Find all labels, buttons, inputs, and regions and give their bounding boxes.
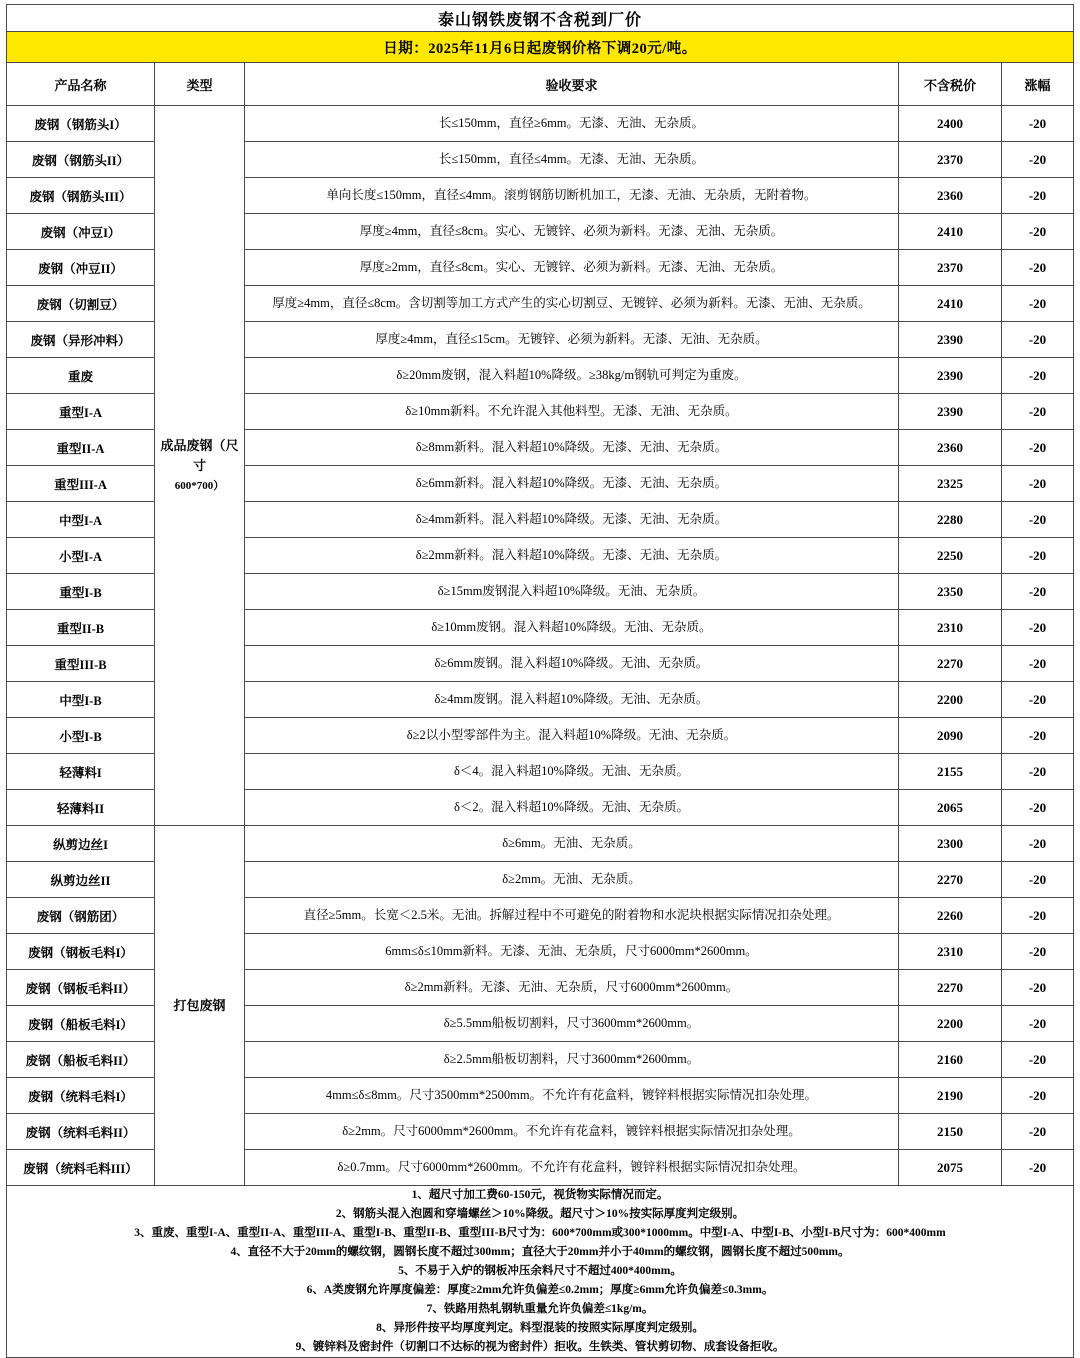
requirement: 单向长度≤150mm，直径≤4mm。滚剪钢筋切断机加工，无漆、无油、无杂质，无附着物。 <box>245 178 899 214</box>
product-name: 废钢（钢板毛料I） <box>7 934 155 970</box>
product-name: 废钢（钢筋团） <box>7 898 155 934</box>
product-name: 废钢（统料毛料I） <box>7 1078 155 1114</box>
table-row <box>7 106 1074 142</box>
change: -20 <box>1001 142 1073 178</box>
price: 2325 <box>898 466 1001 502</box>
change: -20 <box>1001 358 1073 394</box>
requirement: δ≥6mm废钢。混入料超10%降级。无油、无杂质。 <box>245 646 899 682</box>
price: 2390 <box>898 322 1001 358</box>
column-header-type: 类型 <box>155 63 245 106</box>
change: -20 <box>1001 862 1073 898</box>
sheet-title-row <box>7 5 1074 32</box>
change: -20 <box>1001 826 1073 862</box>
change: -20 <box>1001 1114 1073 1150</box>
group-type-cell: 打包废钢 <box>155 826 245 1186</box>
price: 2410 <box>898 214 1001 250</box>
price: 2390 <box>898 394 1001 430</box>
change: -20 <box>1001 286 1073 322</box>
price: 2410 <box>898 286 1001 322</box>
requirement: δ＜4。混入料超10%降级。无油、无杂质。 <box>245 754 899 790</box>
change: -20 <box>1001 214 1073 250</box>
column-header-row <box>7 63 1074 106</box>
change: -20 <box>1001 394 1073 430</box>
date-notice-row <box>7 32 1074 63</box>
product-name: 废钢（统料毛料II） <box>7 1114 155 1150</box>
requirement: 长≤150mm，直径≤4mm。无漆、无油、无杂质。 <box>245 142 899 178</box>
product-name: 重型I-A <box>7 394 155 430</box>
requirement: 4mm≤δ≤8mm。尺寸3500mm*2500mm。不允许有花盒料，镀锌料根据实际情况扣杂处理。 <box>245 1078 899 1114</box>
change: -20 <box>1001 466 1073 502</box>
product-name: 废钢（统料毛料III） <box>7 1150 155 1186</box>
requirement: δ≥2以小型零部件为主。混入料超10%降级。无油、无杂质。 <box>245 718 899 754</box>
change: -20 <box>1001 178 1073 214</box>
price: 2390 <box>898 358 1001 394</box>
product-name: 废钢（船板毛料II） <box>7 1042 155 1078</box>
column-header-name: 产品名称 <box>7 63 155 106</box>
product-name: 废钢（船板毛料I） <box>7 1006 155 1042</box>
product-name: 废钢（冲豆I） <box>7 214 155 250</box>
price: 2360 <box>898 178 1001 214</box>
requirement: 厚度≥4mm，直径≤8cm。含切割等加工方式产生的实心切割豆、无镀锌、必须为新料。无漆、无油、无杂质。 <box>245 286 899 322</box>
product-name: 重型I-B <box>7 574 155 610</box>
price: 2310 <box>898 610 1001 646</box>
change: -20 <box>1001 1042 1073 1078</box>
price: 2200 <box>898 1006 1001 1042</box>
price: 2200 <box>898 682 1001 718</box>
requirement: δ≥8mm新料。混入料超10%降级。无漆、无油、无杂质。 <box>245 430 899 466</box>
product-name: 废钢（钢板毛料II） <box>7 970 155 1006</box>
change: -20 <box>1001 1006 1073 1042</box>
price: 2360 <box>898 430 1001 466</box>
change: -20 <box>1001 502 1073 538</box>
change: -20 <box>1001 898 1073 934</box>
requirement: δ≥2mm新料。混入料超10%降级。无漆、无油、无杂质。 <box>245 538 899 574</box>
change: -20 <box>1001 754 1073 790</box>
price: 2370 <box>898 250 1001 286</box>
change: -20 <box>1001 106 1073 142</box>
requirement: 直径≥5mm。长宽＜2.5米。无油。拆解过程中不可避免的附着物和水泥块根据实际情况扣杂处理。 <box>245 898 899 934</box>
price: 2300 <box>898 826 1001 862</box>
product-name: 废钢（异形冲料） <box>7 322 155 358</box>
requirement: 厚度≥2mm，直径≤8cm。实心、无镀锌、必须为新料。无漆、无油、无杂质。 <box>245 250 899 286</box>
requirement: δ≥2mm。无油、无杂质。 <box>245 862 899 898</box>
change: -20 <box>1001 250 1073 286</box>
group-type-label-2: 600*700） <box>174 480 225 493</box>
column-header-change: 涨幅 <box>1001 63 1073 106</box>
note-item: 5、不易于入炉的钢板冲压余料尺寸不超过400*400mm。 <box>398 1264 682 1277</box>
requirement: δ≥0.7mm。尺寸6000mm*2600mm。不允许有花盒料，镀锌料根据实际情况扣杂处理。 <box>245 1150 899 1186</box>
price-table <box>6 4 1074 1358</box>
product-name: 轻薄料I <box>7 754 155 790</box>
requirement: δ≥10mm新料。不允许混入其他料型。无漆、无油、无杂质。 <box>245 394 899 430</box>
note-item: 4、直径不大于20mm的螺纹钢，圆钢长度不超过300mm；直径大于20mm并小于40mm的螺纹钢，圆钢长度不超过500mm。 <box>230 1245 850 1258</box>
product-name: 废钢（钢筋头III） <box>7 178 155 214</box>
change: -20 <box>1001 970 1073 1006</box>
price: 2090 <box>898 718 1001 754</box>
product-name: 小型I-B <box>7 718 155 754</box>
note-item: 3、重废、重型I-A、重型II-A、重型III-A、重型I-B、重型II-B、重型III-B尺寸为：600*700mm或300*1000mm。中型I-A、中型I-B、小型I-B尺寸为：600*400mm <box>134 1226 946 1239</box>
note-item: 9、镀锌料及密封件（切割口不达标的视为密封件）拒收。生铁类、管状剪切物、成套设备拒收。 <box>295 1340 785 1353</box>
product-name: 轻薄料II <box>7 790 155 826</box>
note-item: 6、A类废钢允许厚度偏差：厚度≥2mm允许负偏差≤0.2mm；厚度≥6mm允许负偏差≤0.3mm。 <box>306 1283 774 1296</box>
change: -20 <box>1001 790 1073 826</box>
change: -20 <box>1001 1078 1073 1114</box>
price: 2250 <box>898 538 1001 574</box>
date-notice: 日期：2025年11月6日起废钢价格下调20元/吨。 <box>7 32 1074 63</box>
note-item: 2、钢筋头混入泡圆和穿墙螺丝＞10%降级。超尺寸＞10%按实际厚度判定级别。 <box>335 1207 745 1220</box>
price: 2160 <box>898 1042 1001 1078</box>
price: 2310 <box>898 934 1001 970</box>
product-name: 重型II-B <box>7 610 155 646</box>
price: 2270 <box>898 646 1001 682</box>
column-header-price: 不含税价 <box>898 63 1001 106</box>
table-row <box>7 826 1074 862</box>
product-name: 废钢（钢筋头II） <box>7 142 155 178</box>
requirement: 厚度≥4mm，直径≤8cm。实心、无镀锌、必须为新料。无漆、无油、无杂质。 <box>245 214 899 250</box>
requirement: 厚度≥4mm，直径≤15cm。无镀锌、必须为新料。无漆、无油、无杂质。 <box>245 322 899 358</box>
price: 2280 <box>898 502 1001 538</box>
note-item: 1、超尺寸加工费60-150元，视货物实际情况而定。 <box>411 1189 669 1201</box>
change: -20 <box>1001 934 1073 970</box>
price: 2190 <box>898 1078 1001 1114</box>
requirement: δ≥4mm废钢。混入料超10%降级。无油、无杂质。 <box>245 682 899 718</box>
product-name: 重废 <box>7 358 155 394</box>
price: 2155 <box>898 754 1001 790</box>
change: -20 <box>1001 682 1073 718</box>
product-name: 小型I-A <box>7 538 155 574</box>
price: 2260 <box>898 898 1001 934</box>
requirement: δ≥15mm废钢混入料超10%降级。无油、无杂质。 <box>245 574 899 610</box>
product-name: 废钢（切割豆） <box>7 286 155 322</box>
change: -20 <box>1001 646 1073 682</box>
change: -20 <box>1001 430 1073 466</box>
change: -20 <box>1001 322 1073 358</box>
product-name: 重型II-A <box>7 430 155 466</box>
notes-row <box>7 1186 1074 1358</box>
price: 2370 <box>898 142 1001 178</box>
requirement: δ＜2。混入料超10%降级。无油、无杂质。 <box>245 790 899 826</box>
product-name: 重型III-A <box>7 466 155 502</box>
product-name: 中型I-B <box>7 682 155 718</box>
requirement: δ≥4mm新料。混入料超10%降级。无漆、无油、无杂质。 <box>245 502 899 538</box>
price: 2150 <box>898 1114 1001 1150</box>
price: 2270 <box>898 970 1001 1006</box>
requirement: 长≤150mm，直径≥6mm。无漆、无油、无杂质。 <box>245 106 899 142</box>
price: 2270 <box>898 862 1001 898</box>
sheet-title: 泰山钢铁废钢不含税到厂价 <box>7 5 1074 32</box>
price: 2075 <box>898 1150 1001 1186</box>
change: -20 <box>1001 610 1073 646</box>
change: -20 <box>1001 574 1073 610</box>
requirement: δ≥5.5mm船板切割料，尺寸3600mm*2600mm。 <box>245 1006 899 1042</box>
product-name: 纵剪边丝II <box>7 862 155 898</box>
group-type-label: 成品废钢（尺寸 <box>160 438 239 473</box>
note-item: 7、铁路用热轧钢轨重量允许负偏差≤1kg/m。 <box>426 1302 654 1315</box>
product-name: 重型III-B <box>7 646 155 682</box>
group-type-cell <box>155 106 245 826</box>
requirement: δ≥2.5mm船板切割料，尺寸3600mm*2600mm。 <box>245 1042 899 1078</box>
requirement: δ≥2mm新料。无漆、无油、无杂质，尺寸6000mm*2600mm。 <box>245 970 899 1006</box>
requirement: δ≥6mm。无油、无杂质。 <box>245 826 899 862</box>
change: -20 <box>1001 718 1073 754</box>
requirement: 6mm≤δ≤10mm新料。无漆、无油、无杂质，尺寸6000mm*2600mm。 <box>245 934 899 970</box>
price-table-body <box>7 5 1074 1358</box>
notes-block <box>7 1186 1073 1357</box>
change: -20 <box>1001 538 1073 574</box>
requirement: δ≥10mm废钢。混入料超10%降级。无油、无杂质。 <box>245 610 899 646</box>
note-item: 8、异形件按平均厚度判定。料型混装的按照实际厚度判定级别。 <box>376 1321 704 1334</box>
product-name: 纵剪边丝I <box>7 826 155 862</box>
product-name: 废钢（冲豆II） <box>7 250 155 286</box>
requirement: δ≥2mm。尺寸6000mm*2600mm。不允许有花盒料，镀锌料根据实际情况扣杂处理。 <box>245 1114 899 1150</box>
change: -20 <box>1001 1150 1073 1186</box>
product-name: 中型I-A <box>7 502 155 538</box>
price: 2400 <box>898 106 1001 142</box>
price: 2350 <box>898 574 1001 610</box>
requirement: δ≥20mm废钢，混入料超10%降级。≥38kg/m钢轨可判定为重废。 <box>245 358 899 394</box>
column-header-requirement: 验收要求 <box>245 63 899 106</box>
price: 2065 <box>898 790 1001 826</box>
product-name: 废钢（钢筋头I） <box>7 106 155 142</box>
requirement: δ≥6mm新料。混入料超10%降级。无漆、无油、无杂质。 <box>245 466 899 502</box>
